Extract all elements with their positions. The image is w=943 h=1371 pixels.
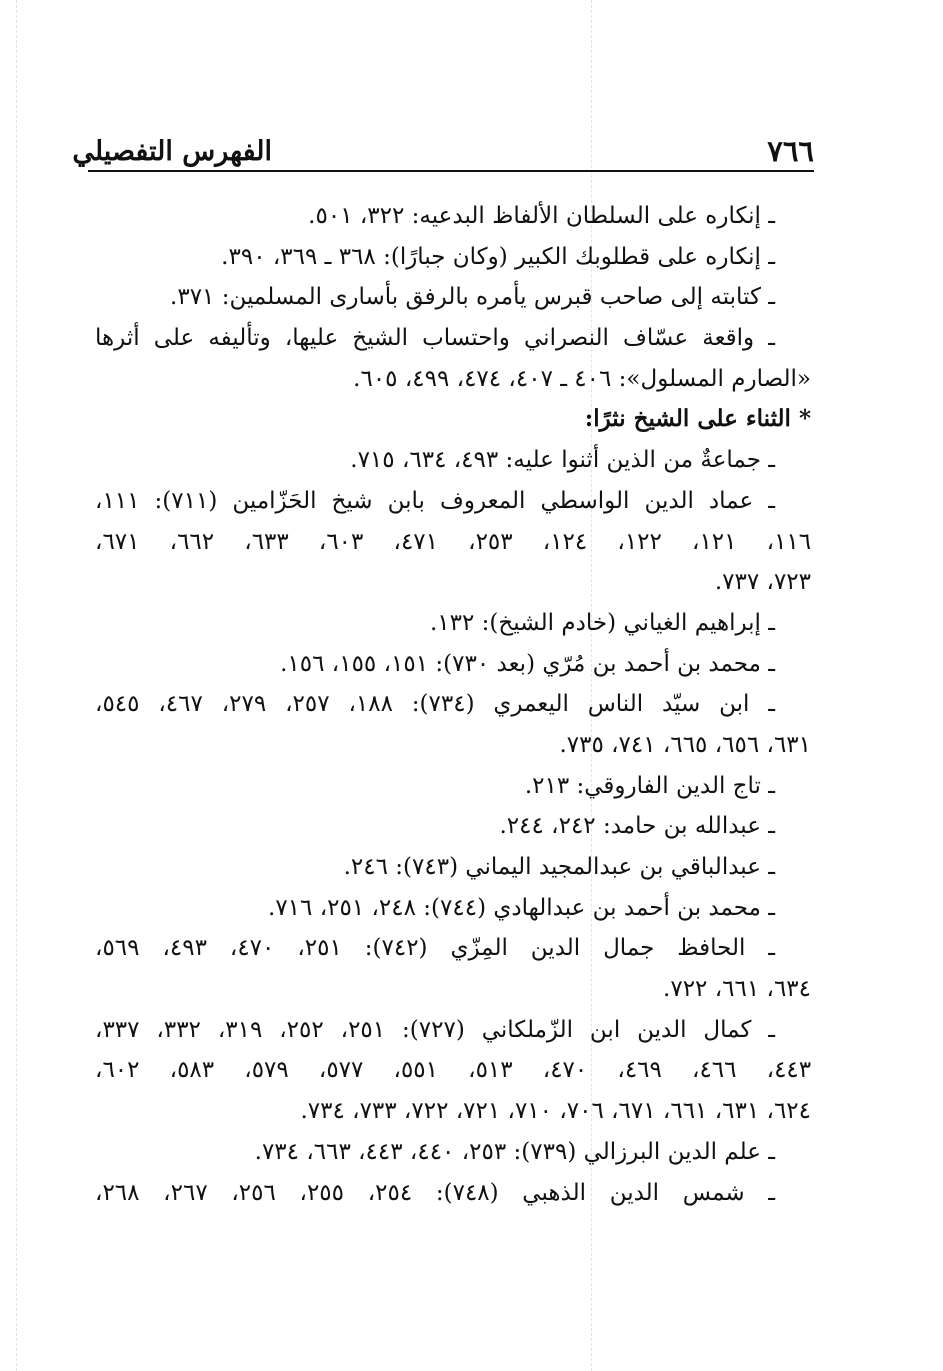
index-line: ـ عبدالباقي بن عبدالمجيد اليماني (٧٤٣): ٢٤٦. <box>343 854 775 880</box>
page-edge-line <box>16 0 17 1371</box>
index-line: ٧٢٣، ٧٣٧. <box>714 569 811 596</box>
index-line: ـ الحافظ جمال الدين المِزّي (٧٤٢): ٢٥١، ٤٧٠، ٤٩٣، ٥٦٩، <box>95 935 776 962</box>
index-line: ـ محمد بن أحمد بن عبدالهادي (٧٤٤): ٢٤٨، ٢٥١، ٧١٦. <box>268 894 775 921</box>
header-rule <box>88 170 814 172</box>
index-line: ٦٢٤، ٦٣١، ٦٦١، ٦٧١، ٧٠٦، ٧١٠، ٧٢١، ٧٢٢، ٧٣٣، ٧٣٤. <box>300 1098 811 1125</box>
running-title: الفهرس التفصيلي <box>72 136 272 167</box>
index-line: ٤٤٣، ٤٦٦، ٤٦٩، ٤٧٠، ٥١٣، ٥٥١، ٥٧٧، ٥٧٩، ٥٨٣، ٦٠٢، <box>95 1057 811 1084</box>
index-line: ـ جماعةٌ من الذين أثنوا عليه: ٤٩٣، ٦٣٤، ٧١٥. <box>350 447 775 474</box>
index-line: ـ إنكاره على السلطان الألفاظ البدعيه: ٣٢٢، ٥٠١. <box>308 203 775 229</box>
index-line: ٦٣٤، ٦٦١، ٧٢٢. <box>663 976 811 1003</box>
index-line: ١١٦، ١٢١، ١٢٢، ١٢٤، ٢٥٣، ٤٧١، ٦٠٣، ٦٣٣، ٦٦٢، ٦٧١، <box>95 528 811 555</box>
index-line: ـ شمس الدين الذهبي (٧٤٨): ٢٥٤، ٢٥٥، ٢٥٦، ٢٦٧، ٢٦٨، <box>95 1179 776 1206</box>
index-line: ـ ابن سيّد الناس اليعمري (٧٣٤): ١٨٨، ٢٥٧، ٢٧٩، ٤٦٧، ٥٤٥، <box>95 691 776 718</box>
index-line: ـ عبدالله بن حامد: ٢٤٢، ٢٤٤. <box>499 813 775 840</box>
page-header <box>72 128 814 172</box>
index-line: ـ علم الدين البرزالي (٧٣٩): ٢٥٣، ٤٤٠، ٤٤٣، ٦٦٣، ٧٣٤. <box>254 1138 775 1165</box>
index-line: ـ إنكاره على قطلوبك الكبير (وكان جبارًا): ٣٦٨ ـ ٣٦٩، ٣٩٠. <box>221 243 775 270</box>
index-line: ـ كتابته إلى صاحب قبرس يأمره بالرفق بأسارى المسلمين: ٣٧١. <box>170 284 775 311</box>
index-line: ـ واقعة عسّاف النصراني واحتساب الشيخ عليها، وتأليفه على أثرها <box>95 325 775 352</box>
index-line: ٦٣١، ٦٥٦، ٦٦٥، ٧٤١، ٧٣٥. <box>559 731 811 758</box>
index-line: ـ تاج الدين الفاروقي: ٢١٣. <box>524 772 775 799</box>
page-number: ٧٦٦ <box>767 134 814 168</box>
index-line: ـ إبراهيم الغياني (خادم الشيخ): ١٣٢. <box>429 609 775 636</box>
index-line: ـ عماد الدين الواسطي المعروف بابن شيخ الحَزّامين (٧١١): ١١١، <box>95 487 775 514</box>
index-line: ـ محمد بن أحمد بن مُرّي (بعد ٧٣٠): ١٥١، ١٥٥، ١٥٦. <box>280 650 775 677</box>
section-heading: * الثناء على الشيخ نثرًا: <box>584 405 811 433</box>
index-entries <box>95 196 811 1213</box>
index-line: «الصارم المسلول»: ٤٠٦ ـ ٤٠٧، ٤٧٤، ٤٩٩، ٦٠٥. <box>353 365 811 392</box>
index-line: ـ كمال الدين ابن الزّملكاني (٧٢٧): ٢٥١، ٢٥٢، ٣١٩، ٣٣٢، ٣٣٧، <box>95 1016 776 1043</box>
